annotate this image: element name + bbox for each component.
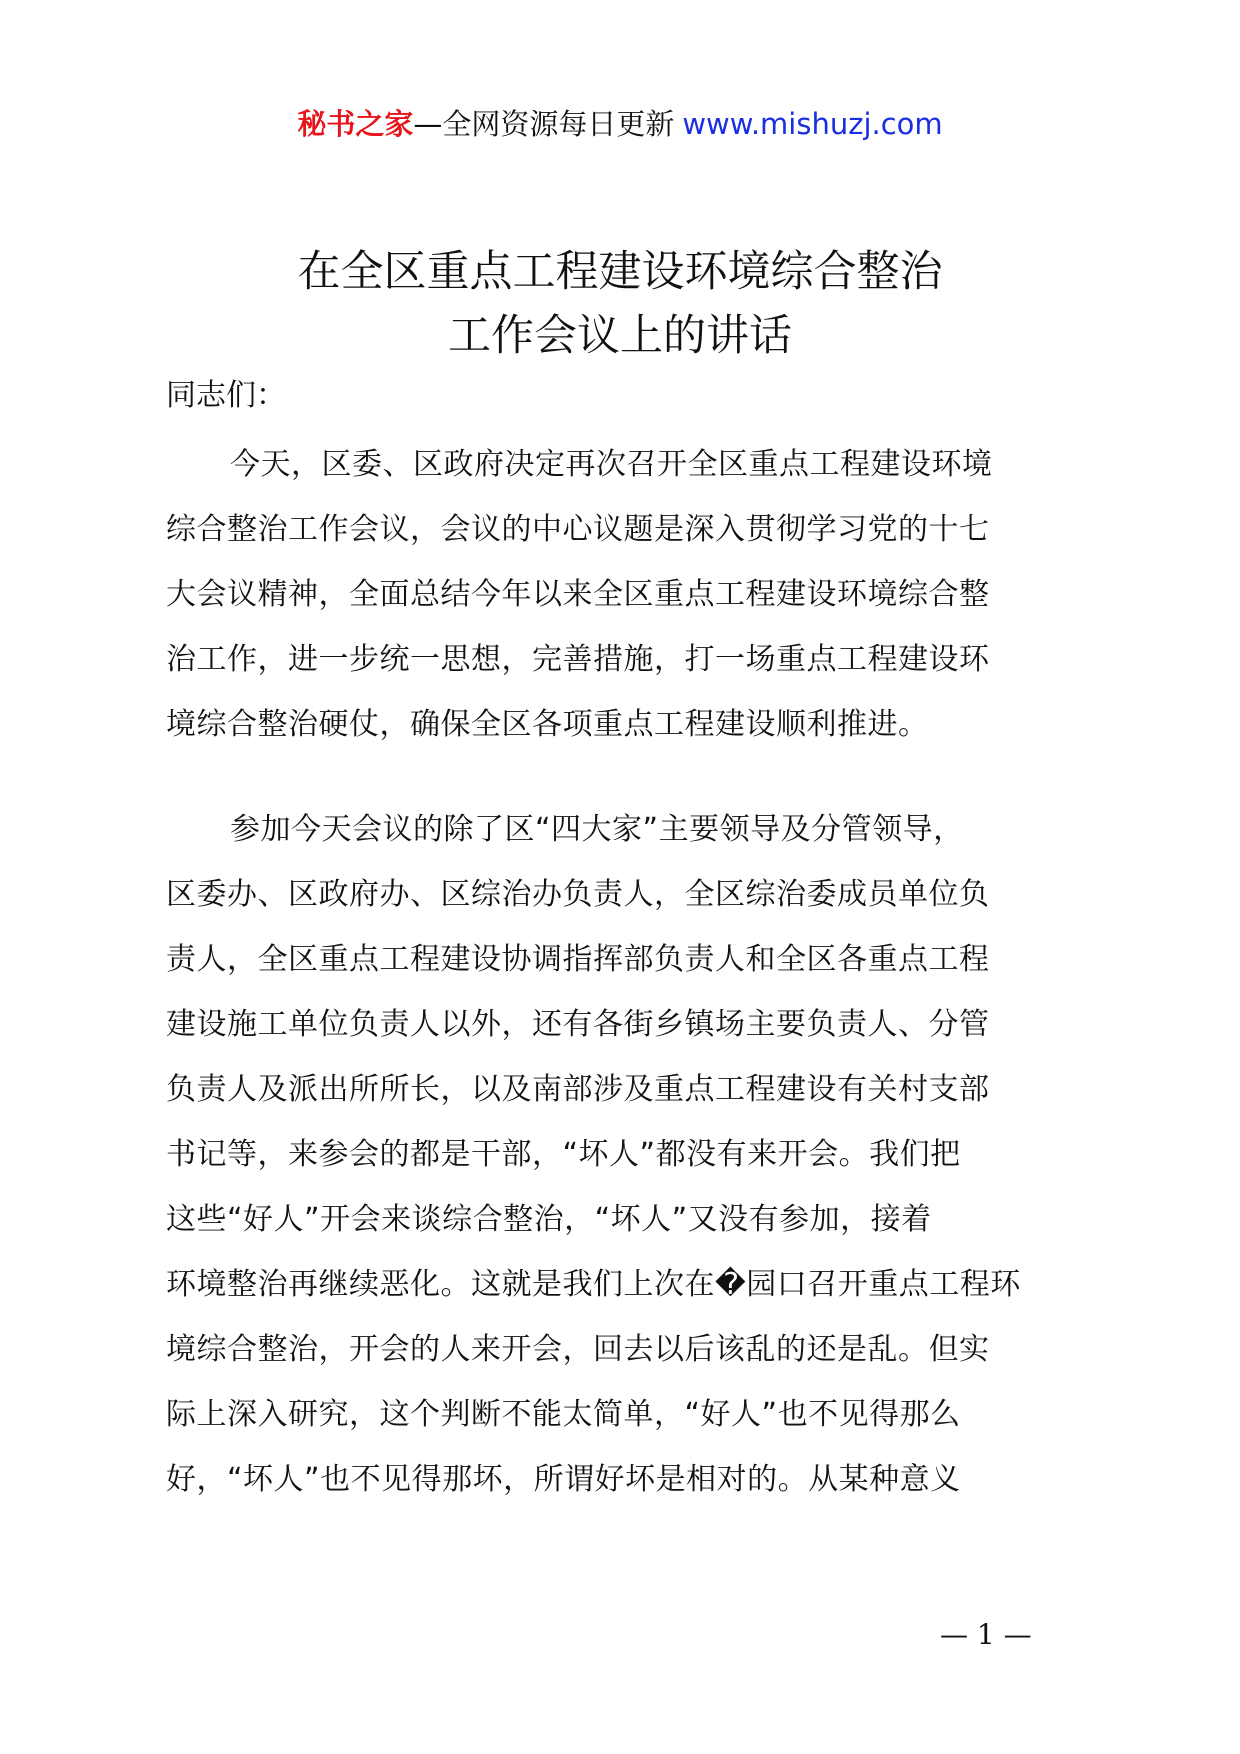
paragraph-line: 境综合整治硬仗，确保全区各项重点工程建设顺利推进。 — [166, 707, 929, 742]
document-title — [0, 240, 1240, 368]
paragraph-line: 建设施工单位负责人以外，还有各街乡镇场主要负责人、分管 — [166, 1007, 990, 1042]
paragraph-line: 责人，全区重点工程建设协调指挥部负责人和全区各重点工程 — [166, 942, 990, 977]
site-header — [0, 100, 1240, 148]
paragraph-line: 这些“好人”开会来谈综合整治，“坏人”又没有参加，接着 — [166, 1202, 932, 1237]
paragraph-2 — [166, 797, 1086, 1512]
paragraph-line: 书记等，来参会的都是干部，“坏人”都没有来开会。我们把 — [166, 1137, 961, 1172]
paragraph-line: 好，“坏人”也不见得那坏，所谓好坏是相对的。从某种意义 — [166, 1462, 961, 1497]
site-brand: 秘书之家 — [297, 107, 414, 141]
paragraph-line: 综合整治工作会议，会议的中心议题是深入贯彻学习党的十七 — [166, 512, 990, 547]
paragraph-1 — [166, 432, 1086, 757]
document-title-line: 在全区重点工程建设环境综合整治 — [297, 247, 943, 297]
paragraph-line: 际上深入研究，这个判断不能太简单，“好人”也不见得那么 — [166, 1397, 961, 1432]
paragraph-line: 环境整治再继续恶化。这就是我们上次在�园口召开重点工程环 — [166, 1267, 1021, 1302]
paragraph-line: 境综合整治，开会的人来开会，回去以后该乱的还是乱。但实 — [166, 1332, 990, 1367]
paragraph-line: 负责人及派出所所长，以及南部涉及重点工程建设有关村支部 — [166, 1072, 990, 1107]
paragraph-line: 治工作，进一步统一思想，完善措施，打一场重点工程建设环 — [166, 642, 990, 677]
page-number: — 1 — — [940, 1618, 1032, 1651]
document-title-line: 工作会议上的讲话 — [448, 311, 792, 361]
salutation: 同志们： — [166, 378, 286, 413]
paragraph-line: 参加今天会议的除了区“四大家”主要领导及分管领导， — [230, 812, 964, 847]
site-url-link[interactable]: www.mishuzj.com — [682, 107, 943, 141]
paragraph-line: 大会议精神，全面总结今年以来全区重点工程建设环境综合整 — [166, 577, 990, 612]
paragraph-line: 区委办、区政府办、区综治办负责人，全区综治委成员单位负 — [166, 877, 990, 912]
paragraph-line: 今天，区委、区政府决定再次召开全区重点工程建设环境 — [230, 447, 993, 482]
site-tagline: —全网资源每日更新 — [413, 107, 675, 141]
